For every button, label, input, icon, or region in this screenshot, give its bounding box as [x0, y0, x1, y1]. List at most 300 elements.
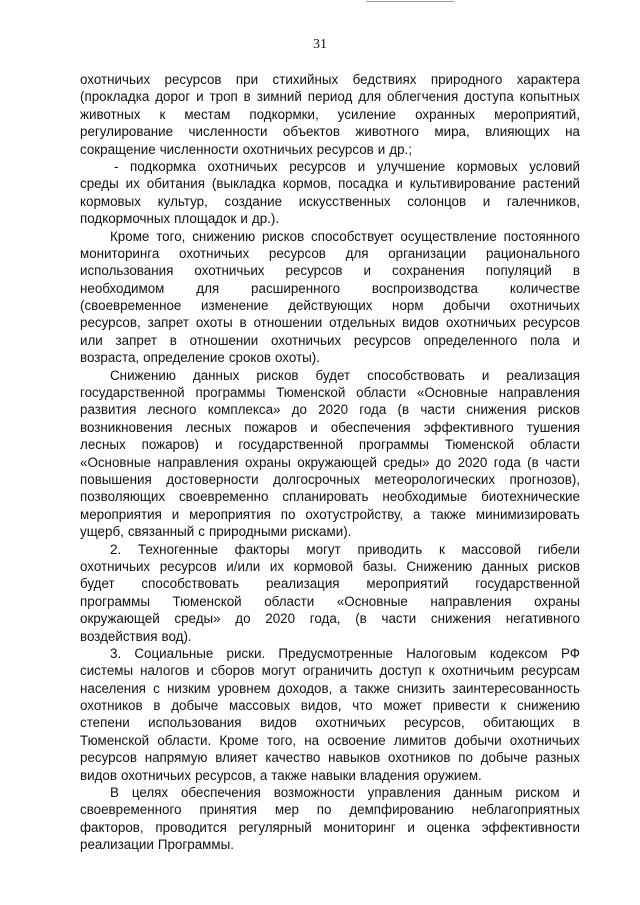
word: привести	[432, 698, 490, 714]
word: факторов,	[80, 819, 144, 835]
word: целях	[131, 785, 169, 801]
text-line	[80, 593, 580, 610]
word: и	[363, 263, 372, 279]
word: охотничьих	[120, 767, 192, 783]
word: тушения	[526, 419, 580, 435]
word: и	[310, 419, 318, 435]
word: осуществление	[400, 228, 497, 244]
text-line	[80, 228, 580, 245]
word: кормовых	[456, 158, 518, 174]
word: условий	[529, 158, 580, 174]
word: охотников	[80, 698, 143, 714]
word: воспроизводства	[371, 280, 478, 296]
word: определенного	[423, 332, 518, 348]
word: на	[304, 732, 320, 748]
word: охотустройству,	[305, 506, 404, 522]
text-line	[80, 732, 580, 749]
word: природного	[430, 72, 503, 87]
word: для	[196, 280, 220, 296]
word: системы	[80, 663, 134, 679]
word: доступа	[464, 89, 514, 105]
word: и	[482, 193, 491, 209]
text-line	[80, 749, 580, 766]
word: и	[407, 819, 415, 835]
word: государственной	[238, 437, 343, 453]
word: 2020	[457, 454, 488, 470]
text-line	[80, 262, 580, 279]
word: 3.	[110, 645, 122, 661]
word: подкормки,	[249, 106, 319, 122]
word: ресурсов	[285, 263, 343, 279]
word: 2.	[110, 541, 122, 557]
word: пожаров)	[141, 437, 200, 453]
word: на	[565, 124, 580, 140]
word: количестве	[509, 280, 580, 296]
word: рисками).	[291, 524, 352, 540]
word: -	[114, 158, 119, 174]
word: кодексом	[489, 645, 548, 661]
word: обеспечения	[180, 785, 261, 801]
word: в	[572, 715, 580, 731]
word: доступ	[379, 663, 422, 679]
text-line	[80, 662, 580, 679]
word: охраны	[244, 454, 291, 470]
word: подкормка	[130, 158, 196, 174]
text-line	[80, 506, 580, 523]
word: необходимом	[80, 280, 165, 296]
word: и	[196, 89, 204, 105]
word: к	[500, 698, 507, 714]
word: охотничьих	[509, 732, 580, 748]
word: лесных	[80, 437, 126, 453]
word: а	[339, 680, 347, 696]
word: реализации	[80, 837, 154, 853]
word: регулярный	[238, 819, 312, 835]
word: навыки	[310, 767, 356, 783]
word: (своевременное	[80, 298, 182, 314]
word: налогов	[140, 663, 190, 679]
text-line	[80, 175, 580, 192]
word: мероприятия	[80, 506, 162, 522]
text-line	[80, 88, 580, 105]
word: вод).	[161, 628, 192, 644]
text-line	[80, 314, 580, 331]
word: к	[159, 106, 166, 122]
word: снижения	[466, 402, 527, 418]
word: животных	[80, 106, 141, 122]
word: позволяющих	[80, 489, 166, 505]
word: видов	[80, 767, 117, 783]
word: повышения	[80, 471, 152, 487]
word: охотников	[387, 750, 451, 766]
word: оружием.	[423, 767, 482, 783]
word: ограничить	[302, 663, 373, 679]
word: использования	[80, 263, 174, 279]
word: видов,	[300, 698, 342, 714]
word: отношении	[189, 332, 259, 348]
text-line	[80, 645, 580, 662]
word: обитания	[146, 176, 205, 192]
word: проводится	[155, 819, 227, 835]
word: Тюменской	[444, 437, 514, 453]
word: охоты).	[275, 350, 320, 366]
word: добыче	[171, 698, 219, 714]
word: для	[345, 245, 369, 261]
word: лесных	[185, 419, 232, 435]
word: окружающей	[80, 611, 160, 627]
word: возникновения	[80, 419, 173, 435]
word: охотничьих	[194, 263, 265, 279]
word: к	[428, 663, 435, 679]
word: влияет	[215, 750, 258, 766]
word: эффективного	[423, 419, 514, 435]
word: охотничьим	[441, 663, 515, 679]
word: мероприятий,	[494, 106, 580, 122]
word: сроков	[228, 350, 272, 366]
word: данных	[192, 367, 240, 383]
word: пожаров	[244, 419, 298, 435]
word: растений	[522, 176, 580, 192]
text-line	[80, 367, 580, 384]
word: (в	[527, 454, 539, 470]
word: изменение	[201, 298, 269, 314]
word: комплекса»	[207, 402, 281, 418]
word: рисков	[261, 228, 305, 244]
word: направления	[430, 593, 512, 609]
word: Снижению	[406, 558, 473, 574]
word: снижению	[517, 698, 580, 714]
word: Предусмотренные	[278, 645, 393, 661]
word: массовой	[461, 541, 522, 557]
word: В	[110, 785, 119, 801]
word: снижения	[430, 611, 492, 627]
word: а	[259, 767, 268, 783]
word: РФ	[560, 645, 580, 661]
word: сокращение	[80, 141, 156, 157]
word: мероприятия	[189, 506, 271, 522]
word: Налоговым	[406, 645, 477, 661]
top-divider-line	[366, 1, 454, 2]
text-line	[80, 488, 580, 505]
word: отношении	[253, 315, 323, 331]
word: необходимые	[382, 489, 468, 505]
word: Программы.	[157, 837, 234, 853]
word: пола	[530, 332, 560, 348]
word: программы	[80, 593, 150, 609]
word: по	[280, 506, 296, 522]
word: части	[545, 454, 580, 470]
word: способствовать	[367, 367, 465, 383]
word: по	[316, 802, 332, 818]
text-line	[80, 610, 580, 627]
word: того,	[266, 732, 297, 748]
word: программы	[358, 437, 429, 453]
word: в	[169, 332, 177, 348]
word: может	[383, 698, 422, 714]
word: долгосрочных	[273, 471, 360, 487]
word: в	[572, 263, 580, 279]
word: искусственных	[298, 193, 391, 209]
word: населения	[80, 680, 146, 696]
word: года,	[309, 611, 341, 627]
word: стихийных	[272, 72, 339, 87]
text-line	[80, 106, 580, 123]
word: охотничьих	[80, 558, 151, 574]
word: в	[243, 89, 251, 105]
word: обеспечения	[330, 419, 411, 435]
word: данным	[453, 785, 503, 801]
word: животного	[355, 124, 419, 140]
word: усиление	[337, 106, 397, 122]
text-line	[80, 141, 580, 158]
word: ресурсов	[80, 750, 137, 766]
text-line	[80, 819, 580, 836]
page-number: 31	[313, 37, 327, 52]
text-line	[80, 71, 580, 88]
word: напрямую	[144, 750, 208, 766]
word: троп	[209, 89, 238, 105]
word: кормовых	[80, 193, 141, 209]
word: ресурсам	[521, 663, 580, 679]
word: рисков	[537, 402, 580, 418]
word: риски.	[226, 645, 266, 661]
word: охотничьих	[179, 245, 250, 261]
word: снижению	[192, 228, 256, 244]
word: действующих	[288, 298, 373, 314]
word: влияющих	[485, 124, 550, 140]
word: способствует	[311, 228, 394, 244]
word: данных	[481, 558, 529, 574]
word: до	[435, 454, 452, 470]
word: природными	[208, 524, 288, 540]
word: массовых	[228, 698, 291, 714]
word: улучшение	[376, 158, 446, 174]
text-line	[80, 628, 580, 645]
word: Снижению	[110, 367, 176, 383]
word: «Основные	[417, 385, 488, 401]
word: гибели	[537, 541, 580, 557]
word: приводить	[357, 541, 423, 557]
word: среды»	[174, 611, 221, 627]
word: Тюменской	[80, 732, 150, 748]
word: создание	[224, 193, 283, 209]
word: видов	[259, 715, 297, 731]
word: связанный	[127, 524, 195, 540]
word: «Основные	[80, 454, 151, 470]
word: при	[235, 72, 259, 87]
word: будет	[315, 367, 351, 383]
word: объектов	[282, 124, 340, 140]
word: и	[395, 176, 403, 192]
word: ущерб,	[80, 524, 124, 540]
word: регулирование	[80, 124, 174, 140]
word: численности	[188, 124, 268, 140]
text-line	[80, 436, 580, 453]
word: охотничьих	[242, 141, 313, 157]
word: ресурсов	[268, 245, 326, 261]
word: постоянного	[503, 228, 580, 244]
word: сохранения	[392, 263, 465, 279]
word: охотничьих	[445, 315, 517, 331]
word: в	[153, 698, 161, 714]
word: охотничьих	[509, 298, 580, 314]
word: (в	[355, 611, 367, 627]
word: отдельных	[329, 315, 396, 331]
word: ресурсов	[316, 141, 374, 157]
word: Техногенные	[137, 541, 218, 557]
text-line	[80, 332, 580, 349]
word: Тюменской	[172, 593, 242, 609]
text-line	[80, 575, 580, 592]
word: по	[458, 750, 473, 766]
word: и	[171, 506, 180, 522]
text-line	[80, 714, 580, 731]
word: также	[430, 506, 467, 522]
word: до	[291, 402, 307, 418]
word: норм	[392, 298, 424, 314]
word: и	[572, 785, 580, 801]
word: добычи	[454, 732, 502, 748]
word: года	[359, 402, 387, 418]
word: запрет	[147, 315, 190, 331]
word: области	[264, 593, 315, 609]
word: ресурсов	[289, 158, 347, 174]
word: расширенного	[251, 280, 341, 296]
word: (в	[397, 402, 410, 418]
text-line	[80, 558, 580, 575]
word: определение	[143, 350, 225, 366]
word: метеорологических	[374, 471, 496, 487]
word: степени	[80, 715, 130, 731]
word: развития	[80, 402, 137, 418]
word: и/или	[226, 558, 261, 574]
word: демпфированию	[349, 802, 454, 818]
word: ресурсов	[523, 315, 580, 331]
word: могут	[306, 541, 341, 557]
word: своевременно	[178, 489, 269, 505]
word: мира,	[434, 124, 470, 140]
text-line	[80, 349, 580, 366]
word: государственной	[80, 385, 185, 401]
word: оценка	[426, 819, 470, 835]
word: охотничьих	[80, 72, 151, 87]
text-line	[80, 680, 580, 697]
word: с	[153, 680, 160, 696]
word: области	[529, 437, 580, 453]
word: кормов,	[282, 176, 332, 192]
word: принятия	[199, 802, 258, 818]
word: до	[235, 611, 251, 627]
word: др.).	[251, 211, 280, 227]
word: достоверности	[166, 471, 259, 487]
word: части	[381, 611, 417, 627]
word: качество	[265, 750, 321, 766]
word: окружающей	[297, 454, 377, 470]
word: реализация	[265, 576, 340, 592]
word: их	[269, 558, 285, 574]
word: культур,	[157, 193, 208, 209]
text-line	[80, 523, 580, 540]
word: мер	[274, 802, 299, 818]
text-line	[80, 697, 580, 714]
word: использования	[148, 715, 242, 731]
text-line	[80, 801, 580, 818]
word: копытных	[519, 89, 580, 105]
word: области	[356, 385, 407, 401]
word: эффективности	[481, 819, 580, 835]
word: ресурсов,	[403, 715, 465, 731]
word: мониторинг	[323, 819, 396, 835]
word: рационального	[485, 245, 580, 261]
word: навыков	[328, 750, 381, 766]
word: прогнозов),	[509, 471, 580, 487]
word: 2020	[318, 402, 349, 418]
word: и	[572, 332, 580, 348]
word: организации	[388, 245, 467, 261]
word: могут	[261, 663, 296, 679]
word: их	[125, 176, 140, 192]
word: Кроме	[219, 732, 259, 748]
word: заинтересованность	[452, 680, 580, 696]
word: воздействия	[80, 628, 158, 644]
word: культивирование	[409, 176, 516, 192]
word: запрет	[115, 332, 157, 348]
word: сборов	[210, 663, 255, 679]
word: доходов,	[277, 680, 333, 696]
word: «Основные	[336, 593, 408, 609]
text-line	[80, 384, 580, 401]
word: снизить	[396, 680, 446, 696]
word: период	[307, 89, 353, 105]
word: минимизировать	[475, 506, 580, 522]
text-line	[80, 401, 580, 418]
word: среды	[80, 176, 119, 192]
text-line	[80, 784, 580, 801]
word: добычи	[443, 298, 491, 314]
word: своевременного	[80, 802, 182, 818]
text-line	[80, 767, 580, 784]
word: возможности	[273, 785, 355, 801]
word: негативного	[505, 611, 580, 627]
word: бедствиях	[352, 72, 417, 87]
word: Социальные	[134, 645, 214, 661]
word: и	[214, 437, 223, 453]
word: управления	[367, 785, 441, 801]
text-line	[80, 210, 580, 227]
word: Кроме	[110, 228, 150, 244]
text-line	[80, 836, 580, 853]
word: направления	[498, 385, 580, 401]
word: способствовать	[141, 576, 240, 592]
word: дорог	[155, 89, 191, 105]
word: охотничьих	[271, 332, 342, 348]
word: владения	[359, 767, 420, 783]
word: реализация	[506, 367, 580, 383]
word: а	[413, 506, 421, 522]
word: лесного	[147, 402, 197, 418]
word: в	[239, 315, 247, 331]
word: охоты	[195, 315, 233, 331]
text-line	[80, 297, 580, 314]
word: части	[420, 402, 456, 418]
word: к	[438, 541, 445, 557]
word: местам	[184, 106, 231, 122]
word: популяций	[485, 263, 552, 279]
word: разных	[535, 750, 580, 766]
word: года	[493, 454, 521, 470]
word: мониторинга	[80, 245, 160, 261]
word: неблагоприятных	[471, 802, 580, 818]
